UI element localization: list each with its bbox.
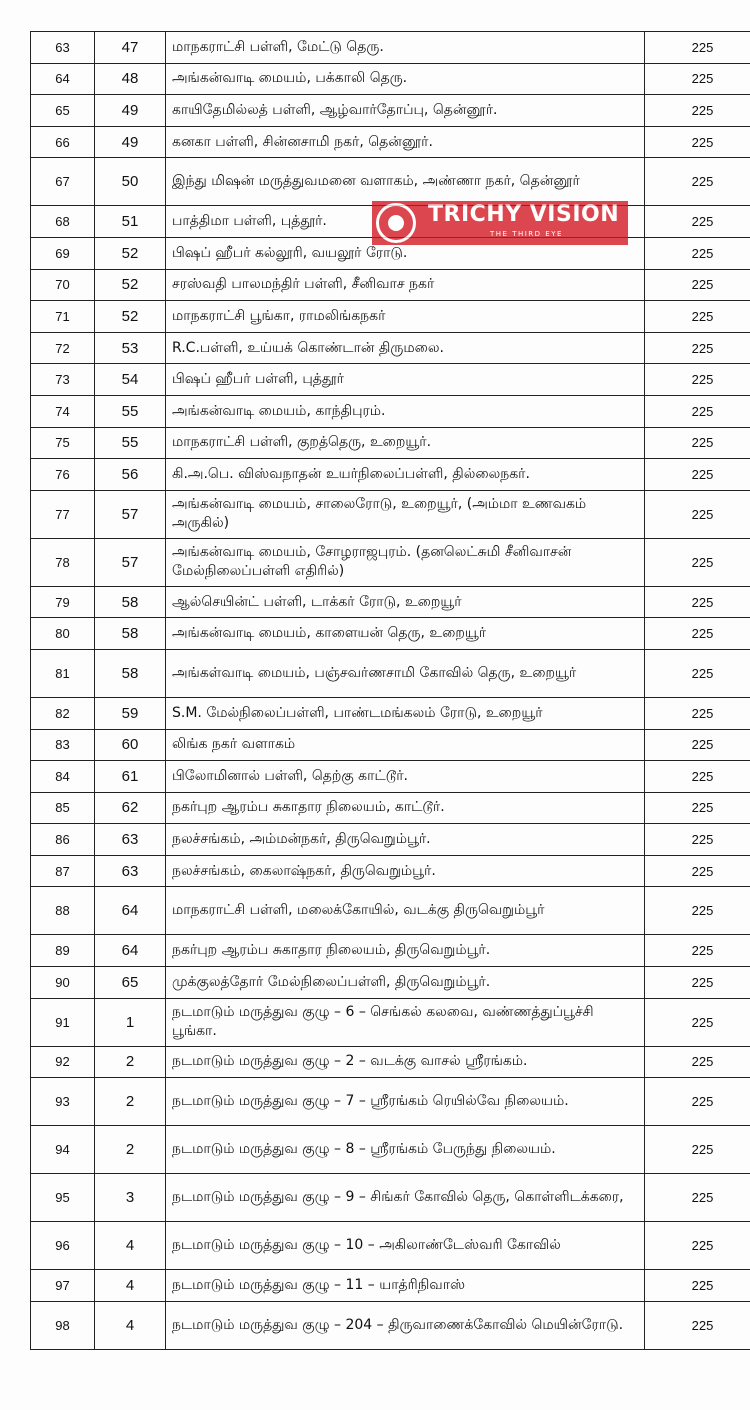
- serial-number-cell: 75: [31, 427, 95, 459]
- location-cell: மாநகராட்சி பள்ளி, மேட்டு தெரு.: [166, 32, 645, 64]
- dose-count-cell: 225: [645, 395, 750, 427]
- ward-number-cell: 58: [95, 586, 166, 618]
- table-row: [31, 998, 750, 1046]
- serial-number-cell: 72: [31, 332, 95, 364]
- table-row: [31, 301, 750, 333]
- ward-number-cell: 56: [95, 459, 166, 491]
- table-row: [31, 649, 750, 697]
- location-cell: மாநகராட்சி பள்ளி, மலைக்கோயில், வடக்கு திருவெறும்பூர்: [166, 887, 645, 935]
- ward-number-cell: 51: [95, 206, 166, 238]
- dose-count-cell: 225: [645, 237, 750, 269]
- serial-number-cell: 82: [31, 697, 95, 729]
- ward-number-cell: 54: [95, 364, 166, 396]
- serial-number-cell: 88: [31, 887, 95, 935]
- serial-number-cell: 98: [31, 1301, 95, 1349]
- table-row: [31, 761, 750, 793]
- location-cell: நடமாடும் மருத்துவ குழு – 10 – அகிலாண்டேஸ்வரி கோவில்: [166, 1222, 645, 1270]
- dose-count-cell: 225: [645, 63, 750, 95]
- location-cell: பிலோமினால் பள்ளி, தெற்கு காட்டூர்.: [166, 761, 645, 793]
- serial-number-cell: 97: [31, 1270, 95, 1302]
- ward-number-cell: 52: [95, 269, 166, 301]
- serial-number-cell: 84: [31, 761, 95, 793]
- location-cell: R.C.பள்ளி, உய்யக் கொண்டான் திருமலை.: [166, 332, 645, 364]
- table-row: [31, 32, 750, 64]
- dose-count-cell: 225: [645, 538, 750, 586]
- serial-number-cell: 92: [31, 1046, 95, 1078]
- dose-count-cell: 225: [645, 1174, 750, 1222]
- dose-count-cell: 225: [645, 301, 750, 333]
- ward-number-cell: 4: [95, 1301, 166, 1349]
- ward-number-cell: 65: [95, 967, 166, 999]
- ward-number-cell: 64: [95, 887, 166, 935]
- location-cell: முக்குலத்தோர் மேல்நிலைப்பள்ளி, திருவெறும்பூர்.: [166, 967, 645, 999]
- dose-count-cell: 225: [645, 32, 750, 64]
- dose-count-cell: 225: [645, 998, 750, 1046]
- dose-count-cell: 225: [645, 1046, 750, 1078]
- serial-number-cell: 87: [31, 855, 95, 887]
- serial-number-cell: 89: [31, 935, 95, 967]
- location-cell: நடமாடும் மருத்துவ குழு – 6 – செங்கல் கலவை, வண்ணத்துப்பூச்சி பூங்கா.: [166, 998, 645, 1046]
- table-row: [31, 206, 750, 238]
- serial-number-cell: 63: [31, 32, 95, 64]
- location-cell: காயிதேமில்லத் பள்ளி, ஆழ்வார்தோப்பு, தென்னூர்.: [166, 95, 645, 127]
- dose-count-cell: 225: [645, 206, 750, 238]
- location-cell: சரஸ்வதி பாலமந்திர் பள்ளி, சீனிவாச நகர்: [166, 269, 645, 301]
- table-row: [31, 792, 750, 824]
- serial-number-cell: 83: [31, 729, 95, 761]
- watermark-tagline: THE THIRD EYE: [490, 230, 563, 238]
- location-cell: அங்கன்வாடி மையம், சாலைரோடு, உறையூர், (அம்மா உணவகம் அருகில்): [166, 490, 645, 538]
- ward-number-cell: 55: [95, 395, 166, 427]
- dose-count-cell: 225: [645, 364, 750, 396]
- table-row: [31, 1222, 750, 1270]
- location-cell: நடமாடும் மருத்துவ குழு – 2 – வடக்கு வாசல் ஸ்ரீரங்கம்.: [166, 1046, 645, 1078]
- dose-count-cell: 225: [645, 792, 750, 824]
- serial-number-cell: 73: [31, 364, 95, 396]
- dose-count-cell: 225: [645, 855, 750, 887]
- table-row: [31, 427, 750, 459]
- vaccination-centre-table: [30, 31, 750, 1350]
- location-cell: S.M. மேல்நிலைப்பள்ளி, பாண்டமங்கலம் ரோடு, உறையூர்: [166, 697, 645, 729]
- location-cell: பிஷப் ஹீபர் கல்லூரி, வயலூர் ரோடு.: [166, 237, 645, 269]
- location-cell: பாத்திமா பள்ளி, புத்தூர்.: [166, 206, 645, 238]
- table-row: [31, 729, 750, 761]
- location-cell: மாநகராட்சி பூங்கா, ராமலிங்கநகர்: [166, 301, 645, 333]
- location-cell: அங்கன்வாடி மையம், காந்திபுரம்.: [166, 395, 645, 427]
- ward-number-cell: 4: [95, 1222, 166, 1270]
- serial-number-cell: 79: [31, 586, 95, 618]
- location-cell: நலச்சங்கம், கைலாஷ்நகர், திருவெறும்பூர்.: [166, 855, 645, 887]
- dose-count-cell: 225: [645, 332, 750, 364]
- table-row: [31, 697, 750, 729]
- table-row: [31, 1301, 750, 1349]
- dose-count-cell: 225: [645, 697, 750, 729]
- dose-count-cell: 225: [645, 649, 750, 697]
- serial-number-cell: 74: [31, 395, 95, 427]
- ward-number-cell: 63: [95, 855, 166, 887]
- table-row: [31, 1046, 750, 1078]
- dose-count-cell: 225: [645, 95, 750, 127]
- dose-count-cell: 225: [645, 967, 750, 999]
- ward-number-cell: 60: [95, 729, 166, 761]
- table-row: [31, 855, 750, 887]
- table-row: [31, 95, 750, 127]
- dose-count-cell: 225: [645, 427, 750, 459]
- ward-number-cell: 2: [95, 1046, 166, 1078]
- location-cell: லிங்க நகர் வளாகம்: [166, 729, 645, 761]
- ward-number-cell: 62: [95, 792, 166, 824]
- dose-count-cell: 225: [645, 1270, 750, 1302]
- location-cell: அங்கன்வாடி மையம், பக்காலி தெரு.: [166, 63, 645, 95]
- table-row: [31, 459, 750, 491]
- ward-number-cell: 57: [95, 538, 166, 586]
- table-row: [31, 237, 750, 269]
- location-cell: நலச்சங்கம், அம்மன்நகர், திருவெறும்பூர்.: [166, 824, 645, 856]
- table-row: [31, 1078, 750, 1126]
- dose-count-cell: 225: [645, 1126, 750, 1174]
- dose-count-cell: 225: [645, 459, 750, 491]
- location-cell: நடமாடும் மருத்துவ குழு – 11 – யாத்ரிநிவாஸ்: [166, 1270, 645, 1302]
- ward-number-cell: 49: [95, 126, 166, 158]
- serial-number-cell: 96: [31, 1222, 95, 1270]
- table-row: [31, 63, 750, 95]
- ward-number-cell: 50: [95, 158, 166, 206]
- location-cell: நகர்புற ஆரம்ப சுகாதார நிலையம், திருவெறும்பூர்.: [166, 935, 645, 967]
- table-row: [31, 126, 750, 158]
- dose-count-cell: 225: [645, 887, 750, 935]
- dose-count-cell: 225: [645, 1301, 750, 1349]
- dose-count-cell: 225: [645, 618, 750, 650]
- ward-number-cell: 49: [95, 95, 166, 127]
- location-cell: நடமாடும் மருத்துவ குழு – 7 – ஸ்ரீரங்கம் ரெயில்வே நிலையம்.: [166, 1078, 645, 1126]
- serial-number-cell: 71: [31, 301, 95, 333]
- location-cell: நடமாடும் மருத்துவ குழு – 204 – திருவாணைக்கோவில் மெயின்ரோடு.: [166, 1301, 645, 1349]
- dose-count-cell: 225: [645, 586, 750, 618]
- table-row: [31, 618, 750, 650]
- table-row: [31, 269, 750, 301]
- ward-number-cell: 4: [95, 1270, 166, 1302]
- serial-number-cell: 78: [31, 538, 95, 586]
- location-cell: ஆல்செயின்ட் பள்ளி, டாக்கர் ரோடு, உறையூர்: [166, 586, 645, 618]
- location-cell: கி.அ.பெ. விஸ்வநாதன் உயர்நிலைப்பள்ளி, தில்லைநகர்.: [166, 459, 645, 491]
- serial-number-cell: 90: [31, 967, 95, 999]
- location-cell: அங்கள்வாடி மையம், பஞ்சவர்ணசாமி கோவில் தெரு, உறையூர்: [166, 649, 645, 697]
- table-row: [31, 395, 750, 427]
- ward-number-cell: 59: [95, 697, 166, 729]
- ward-number-cell: 63: [95, 824, 166, 856]
- table-row: [31, 158, 750, 206]
- ward-number-cell: 2: [95, 1126, 166, 1174]
- table-row: [31, 1126, 750, 1174]
- dose-count-cell: 225: [645, 126, 750, 158]
- location-cell: நகர்புற ஆரம்ப சுகாதார நிலையம், காட்டூர்.: [166, 792, 645, 824]
- table-row: [31, 824, 750, 856]
- ward-number-cell: 58: [95, 649, 166, 697]
- ward-number-cell: 3: [95, 1174, 166, 1222]
- location-cell: மாநகராட்சி பள்ளி, குறத்தெரு, உறையூர்.: [166, 427, 645, 459]
- serial-number-cell: 65: [31, 95, 95, 127]
- serial-number-cell: 64: [31, 63, 95, 95]
- location-cell: நடமாடும் மருத்துவ குழு – 8 – ஸ்ரீரங்கம் பேருந்து நிலையம்.: [166, 1126, 645, 1174]
- ward-number-cell: 53: [95, 332, 166, 364]
- table-row: [31, 490, 750, 538]
- dose-count-cell: 225: [645, 269, 750, 301]
- dose-count-cell: 225: [645, 935, 750, 967]
- location-cell: அங்கன்வாடி மையம், காளையன் தெரு, உறையூர்: [166, 618, 645, 650]
- ward-number-cell: 1: [95, 998, 166, 1046]
- table-row: [31, 538, 750, 586]
- ward-number-cell: 61: [95, 761, 166, 793]
- serial-number-cell: 81: [31, 649, 95, 697]
- ward-number-cell: 57: [95, 490, 166, 538]
- dose-count-cell: 225: [645, 1222, 750, 1270]
- ward-number-cell: 2: [95, 1078, 166, 1126]
- serial-number-cell: 76: [31, 459, 95, 491]
- dose-count-cell: 225: [645, 824, 750, 856]
- serial-number-cell: 77: [31, 490, 95, 538]
- serial-number-cell: 69: [31, 237, 95, 269]
- table-row: [31, 1174, 750, 1222]
- table-row: [31, 1270, 750, 1302]
- serial-number-cell: 80: [31, 618, 95, 650]
- table-row: [31, 967, 750, 999]
- serial-number-cell: 95: [31, 1174, 95, 1222]
- dose-count-cell: 225: [645, 490, 750, 538]
- serial-number-cell: 91: [31, 998, 95, 1046]
- serial-number-cell: 85: [31, 792, 95, 824]
- serial-number-cell: 66: [31, 126, 95, 158]
- location-cell: அங்கன்வாடி மையம், சோழராஜபுரம். (தனலெட்சுமி சீனிவாசன் மேல்நிலைப்பள்ளி எதிரில்): [166, 538, 645, 586]
- serial-number-cell: 86: [31, 824, 95, 856]
- table-row: [31, 887, 750, 935]
- serial-number-cell: 94: [31, 1126, 95, 1174]
- ward-number-cell: 64: [95, 935, 166, 967]
- ward-number-cell: 52: [95, 301, 166, 333]
- table-row: [31, 364, 750, 396]
- serial-number-cell: 70: [31, 269, 95, 301]
- table-body: [31, 32, 750, 1350]
- location-cell: கனகா பள்ளி, சின்னசாமி நகர், தென்னூர்.: [166, 126, 645, 158]
- watermark-brand: TRICHY VISION: [428, 202, 620, 227]
- ward-number-cell: 55: [95, 427, 166, 459]
- dose-count-cell: 225: [645, 158, 750, 206]
- table-row: [31, 935, 750, 967]
- location-cell: பிஷப் ஹீபர் பள்ளி, புத்தூர்: [166, 364, 645, 396]
- dose-count-cell: 225: [645, 1078, 750, 1126]
- ward-number-cell: 58: [95, 618, 166, 650]
- dose-count-cell: 225: [645, 761, 750, 793]
- table-row: [31, 586, 750, 618]
- serial-number-cell: 93: [31, 1078, 95, 1126]
- ward-number-cell: 47: [95, 32, 166, 64]
- serial-number-cell: 67: [31, 158, 95, 206]
- serial-number-cell: 68: [31, 206, 95, 238]
- ward-number-cell: 48: [95, 63, 166, 95]
- dose-count-cell: 225: [645, 729, 750, 761]
- table-row: [31, 332, 750, 364]
- ward-number-cell: 52: [95, 237, 166, 269]
- location-cell: இந்து மிஷன் மருத்துவமனை வளாகம், அண்ணா நகர், தென்னூர்: [166, 158, 645, 206]
- location-cell: நடமாடும் மருத்துவ குழு – 9 – சிங்கர் கோவில் தெரு, கொள்ளிடக்கரை,: [166, 1174, 645, 1222]
